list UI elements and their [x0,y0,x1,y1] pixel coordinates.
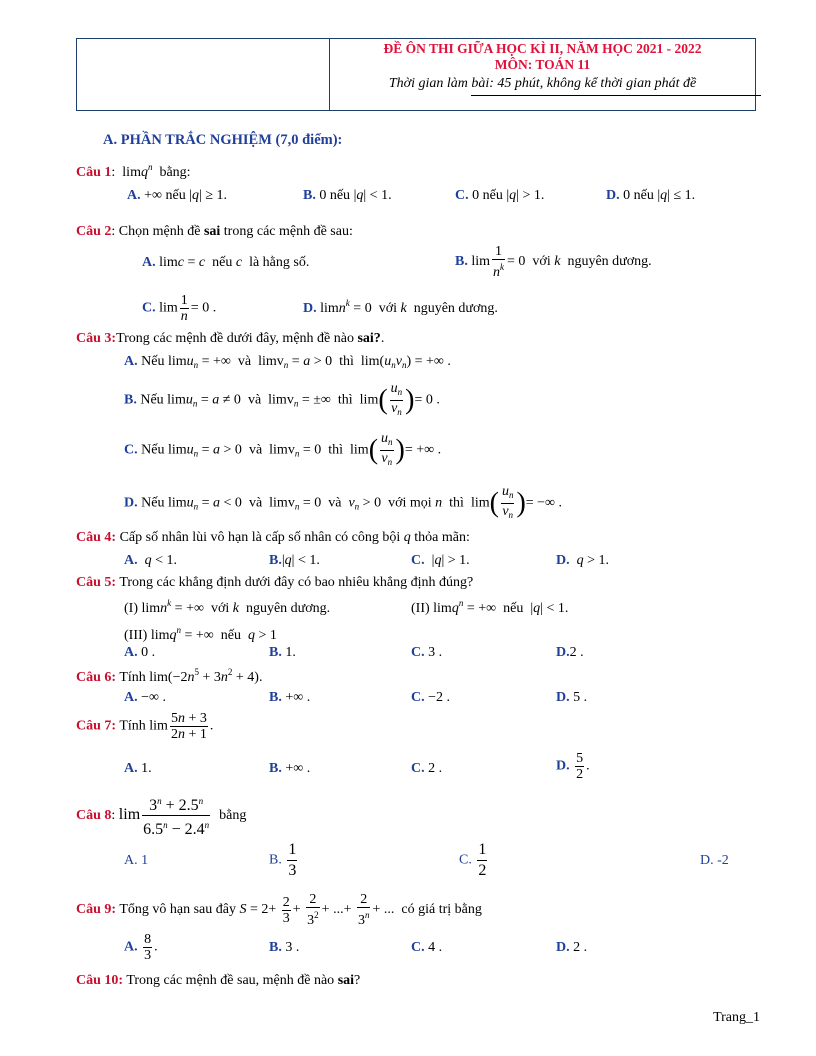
q5-option-d: D.2 . [556,645,584,660]
q3-option-c: C. Nếu limu$_n$ = a > 0 và limv$_n$ = 0 thì lim( $\frac{u_n}{v_n}$ )= +∞ . [124,431,442,467]
q9-option-d: D. 2 . [556,940,588,955]
q9-label: Câu 9: [76,902,117,918]
q6-option-a: A. −∞ . [124,690,167,705]
q6-option-d: D. 5 . [556,690,588,705]
exam-title: ĐỀ ÔN THI GIỮA HỌC KÌ II, NĂM HỌC 2021 - 2022 [383,41,702,56]
q8-option-c: C. $\frac{1}{2}$ [459,841,487,879]
q1-option-c: C. 0 nếu |q| > 1. [455,188,545,203]
q5-option-a: A. 0 . [124,645,156,660]
question-7: Câu 7: Tính lim $\frac{5n + 3}{2n + 1}$ . [76,711,214,742]
exam-time: Thời gian làm bài: 45 phút, không kể thời gian phát đề [388,76,697,91]
q7-label: Câu 7: [76,718,117,734]
q7-option-c: C. 2 . [411,761,443,776]
q1-option-d: D. 0 nếu |q| ≤ 1. [606,188,696,203]
q4-label: Câu 4: [76,530,117,545]
page-number: Trang_1 [713,1010,760,1025]
question-1: Câu 1: limq$^n$ bằng: [76,162,191,180]
q3-option-b: B. Nếu limu$_n$ = a ≠ 0 và limv$_n$ = ±∞ thì lim( $\frac{u_n}{v_n}$ )= 0 . [124,381,440,417]
question-9: Câu 9: Tổng vô hạn sau đây S = 2+ $\frac{2}{3}$ + $\frac{2}{3^2}$ + ...+ $\frac{2}{3^n}$ + ... có giá trị bằng [76,892,482,928]
q4-option-a: A. q < 1. [124,553,178,568]
section-a-heading: A. PHẦN TRẮC NGHIỆM (7,0 điểm): [103,132,343,148]
question-4: Câu 4: Cấp số nhân lùi vô hạn là cấp số nhân có công bội q thỏa mãn: [76,530,470,545]
q4-option-b: B.|q| < 1. [269,553,320,568]
q3-label: Câu 3: [76,331,117,346]
q1-text: bằng: [159,165,191,180]
q10-label: Câu 10: [76,973,124,988]
question-2: Câu 2: Chọn mệnh đề sai trong các mệnh đề sau: [76,224,353,239]
exam-subject: MÔN: TOÁN 11 [494,57,591,72]
question-8: Câu 8: lim $\frac{3^n + 2.5^n}{6.5^n - 2.4^n}$ bằng [76,792,246,839]
question-6: Câu 6: Tính $\lim(-2n^5 + 3n^2 + 4)$. [76,667,263,685]
q7-option-a: A. 1. [124,761,152,776]
q2-option-c: C. lim $\frac{1}{n}$ = 0 . [142,293,217,324]
q2-option-b: B. lim $\frac{1}{n^k}$ = 0 với k nguyên dương. [455,244,652,280]
header-box [76,38,756,111]
q6-option-b: B. +∞ . [269,690,311,705]
q5-option-c: C. 3 . [411,645,443,660]
q8-label: Câu 8 [76,808,112,824]
q9-option-a: A. $\frac{8}{3}$ . [124,932,158,963]
q5-option-b: B. 1. [269,645,296,660]
q1-label: Câu 1 [76,165,112,180]
q6-option-c: C. −2 . [411,690,451,705]
question-10: Câu 10: Trong các mệnh đề sau, mệnh đề nào sai? [76,973,361,988]
q3-option-d: D. Nếu limu$_n$ = a < 0 và limv$_n$ = 0 và $v_n > 0$ với mọi n thì lim( $\frac{u_n}{v_n}$ )= −∞ . [124,484,563,520]
q3-option-a: A. Nếu limu$_n$ = +∞ và limv$_n$ = a > 0 thì $\lim(u_nv_n)$ = +∞ . [124,354,451,370]
q7-option-d: D. $\frac{5}{2}$ . [556,751,590,782]
q5-statement-1: (I) limn$^k$ = +∞ với k nguyên dương. [124,598,331,616]
q2-label: Câu 2 [76,224,112,239]
q9-option-c: C. 4 . [411,940,443,955]
q5-label: Câu 5: [76,575,117,590]
q9-option-b: B. 3 . [269,940,300,955]
q1-option-a: A. +∞ nếu |q| ≥ 1. [127,188,228,203]
question-5: Câu 5: Trong các khẳng định dưới đây có bao nhiêu khẳng định đúng? [76,575,474,590]
q5-statement-3: (III) limq$^n$ = +∞ nếu q > 1 [124,625,277,643]
q6-label: Câu 6: [76,670,117,685]
time-underline [471,95,761,96]
q4-option-d: D. q > 1. [556,553,610,568]
q1-option-b: B. 0 nếu |q| < 1. [303,188,392,203]
q4-option-c: C. |q| > 1. [411,553,470,568]
q8-option-d: D. -2 [700,853,729,868]
q2-option-a: A. limc = c nếu c là hằng số. [142,255,310,270]
q5-statement-2: (II) limq$^n$ = +∞ nếu |q| < 1. [411,598,569,616]
q8-option-b: B. $\frac{1}{3}$ [269,841,297,879]
q7-option-b: B. +∞ . [269,761,311,776]
q2-option-d: D. limn$^k$ = 0 với k nguyên dương. [303,298,498,316]
question-3: Câu 3:Trong các mệnh đề dưới đây, mệnh đề nào sai?. [76,331,385,346]
q8-option-a: A. 1 [124,853,149,868]
